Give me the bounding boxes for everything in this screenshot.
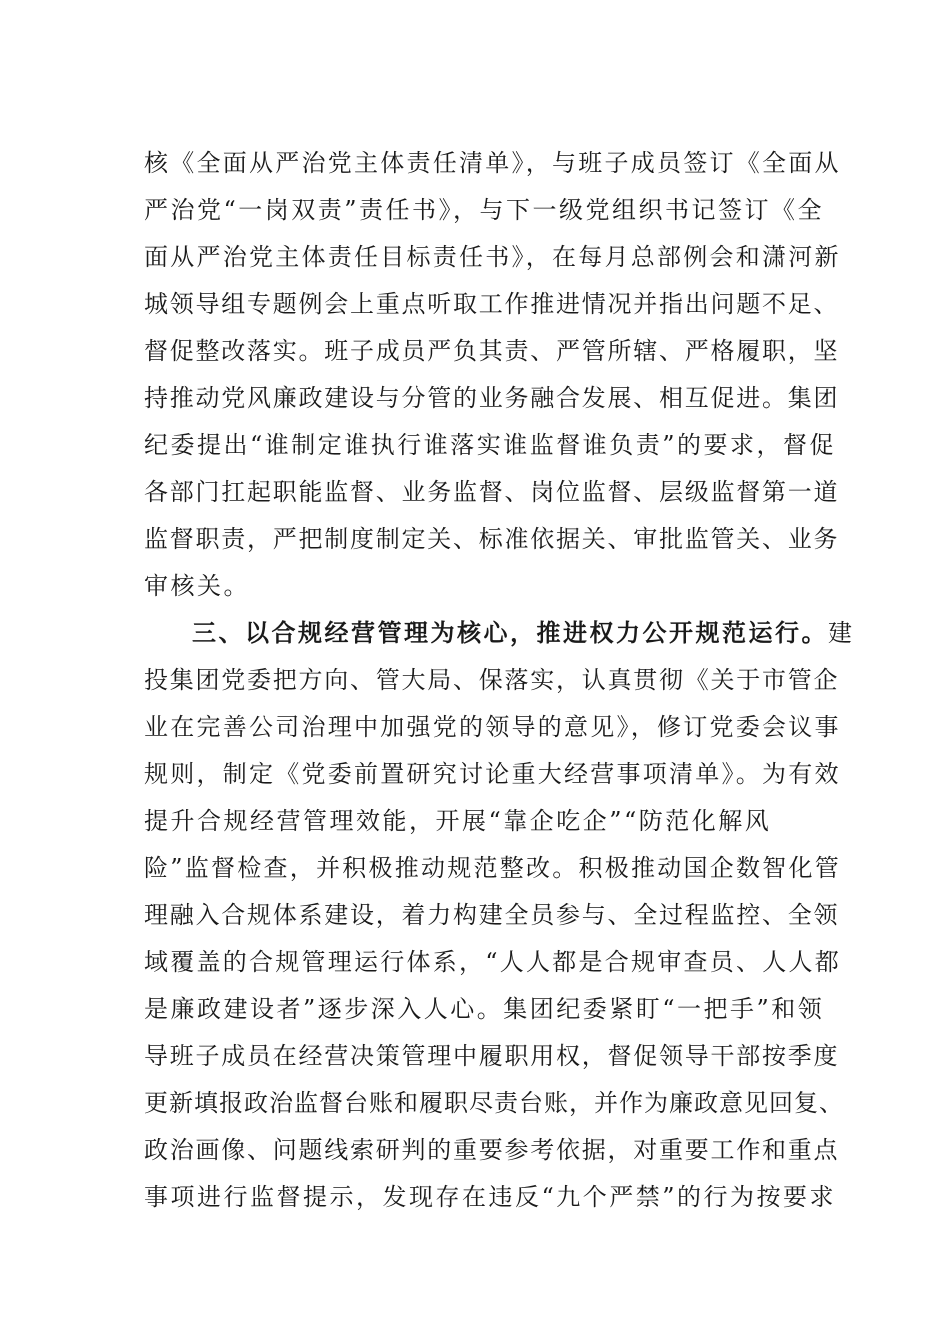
section-heading: 三、以合规经营管理为核心，推进权力公开规范运行。 xyxy=(192,618,828,647)
paragraph-1-line-3: 面从严治党主体责任目标责任书》，在每月总部例会和潇河新 xyxy=(144,243,841,271)
paragraph-2-line-1 xyxy=(192,613,892,653)
paragraph-1-line-7: 纪委提出“谁制定谁执行谁落实谁监督谁负责”的要求，督促 xyxy=(144,431,837,459)
paragraph-1-line-6: 持推动党风廉政建设与分管的业务融合发展、相互促进。集团 xyxy=(144,384,840,412)
paragraph-2-line-6: 险”监督检查，并积极推动规范整改。积极推动国企数智化管 xyxy=(144,854,842,882)
paragraph-2-line-4: 规则，制定《党委前置研究讨论重大经营事项清单》。为有效 xyxy=(144,760,841,788)
paragraph-2-line-3: 业在完善公司治理中加强党的领导的意见》，修订党委会议事 xyxy=(144,713,841,741)
paragraph-1-line-2: 严治党“一岗双责”责任书》，与下一级党组织书记签订《全 xyxy=(144,196,825,224)
paragraph-1-line-10: 审核关。 xyxy=(144,572,250,600)
paragraph-2-line-13: 事项进行监督提示，发现存在违反“九个严禁”的行为按要求 xyxy=(144,1183,837,1211)
paragraph-1-line-9: 监督职责，严把制度制定关、标准依据关、审批监管关、业务 xyxy=(144,525,840,553)
paragraph-2-line-8: 域覆盖的合规管理运行体系，“人人都是合规审查员、人人都 xyxy=(144,948,842,976)
paragraph-2-line-1-rest: 建 xyxy=(828,619,855,647)
paragraph-2-line-5: 提升合规经营管理效能，开展“靠企吃企”“防范化解风 xyxy=(144,807,772,835)
paragraph-1-line-8: 各部门扛起职能监督、业务监督、岗位监督、层级监督第一道 xyxy=(144,478,840,506)
paragraph-2-line-7: 理融入合规体系建设，着力构建全员参与、全过程监控、全领 xyxy=(144,901,840,929)
paragraph-2-line-11: 更新填报政治监督台账和履职尽责台账，并作为廉政意见回复、 xyxy=(144,1089,844,1117)
paragraph-2-line-2: 投集团党委把方向、管大局、保落实，认真贯彻《关于市管企 xyxy=(144,666,840,694)
paragraph-1-line-5: 督促整改落实。班子成员严负其责、严管所辖、严格履职，坚 xyxy=(144,337,840,365)
paragraph-1-line-1: 核《全面从严治党主体责任清单》，与班子成员签订《全面从 xyxy=(144,149,841,177)
paragraph-2-line-10: 导班子成员在经营决策管理中履职用权，督促领导干部按季度 xyxy=(144,1042,840,1070)
paragraph-2-line-9: 是廉政建设者”逐步深入人心。集团纪委紧盯“一把手”和领 xyxy=(144,995,825,1023)
paragraph-2-line-12: 政治画像、问题线索研判的重要参考依据，对重要工作和重点 xyxy=(144,1136,840,1164)
paragraph-1-line-4: 城领导组专题例会上重点听取工作推进情况并指出问题不足、 xyxy=(144,290,840,318)
